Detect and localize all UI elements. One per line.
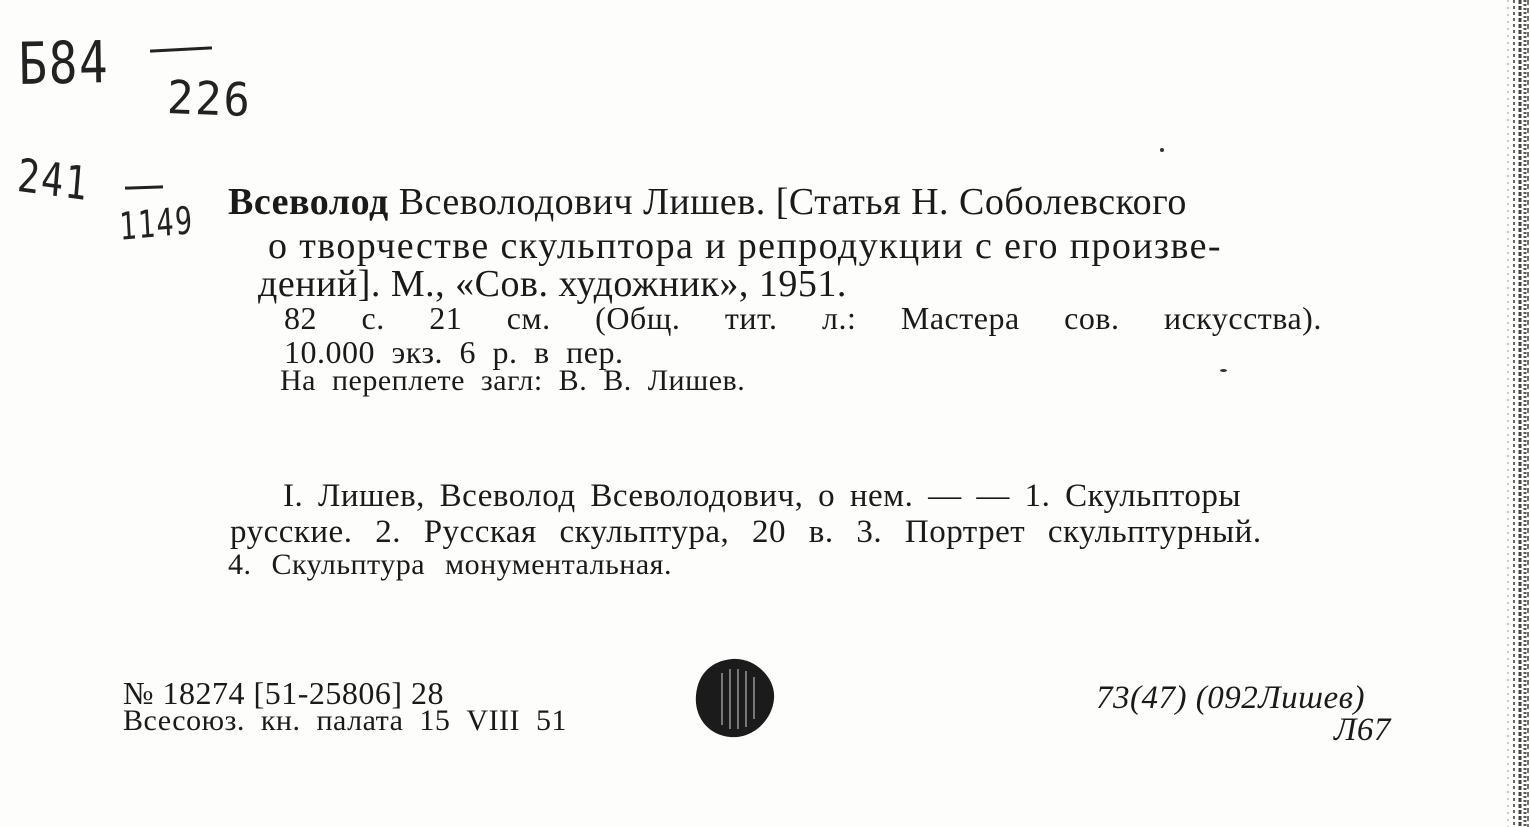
collation-line-1: 82 с. 21 см. (Общ. тит. л.: Мастера сов. искусства).	[284, 300, 1322, 336]
author-heading: Всеволод	[228, 181, 389, 223]
book-chamber-date: Всесоюз. кн. палата 15 VIII 51	[123, 704, 568, 737]
inventory-rule	[125, 185, 163, 189]
collation-line-2: 10.000 экз. 6 р. в пер.	[284, 334, 624, 370]
inventory-number-top: 241	[15, 148, 91, 212]
record-number: № 18274 [51-25806] 28	[123, 675, 444, 711]
subject-line-2: русские. 2. Русская скульптура, 20 в. 3. Портрет скульптурный.	[230, 514, 1262, 550]
ink-stamp-icon	[692, 655, 778, 741]
scan-speck	[1160, 148, 1164, 152]
title-line-1	[228, 180, 1187, 224]
title-line-3: дений]. М., «Сов. художник», 1951.	[258, 263, 847, 305]
inventory-number-bottom: 1149	[118, 198, 195, 249]
call-number-top: Б84	[18, 28, 110, 98]
subject-line-1: I. Лишев, Всеволод Всеволодович, о нем. — — 1. Скульпторы	[283, 478, 1242, 514]
title-line-1-rest: Всеволодович Лишев. [Статья Н. Соболевского	[388, 181, 1187, 223]
classification-index: 73(47) (092Лишев)	[1096, 680, 1365, 716]
subject-line-3: 4. Скульптура монументальная.	[228, 548, 672, 581]
scan-speck	[1220, 369, 1227, 372]
title-line-2: о творчестве скульптора и репродукции с его произве-	[268, 225, 1222, 267]
author-mark: Л67	[1334, 712, 1391, 748]
collation-line-3: На переплете загл: В. В. Лишев.	[280, 364, 746, 397]
call-number-rule	[150, 46, 212, 52]
call-number-bottom: 226	[166, 70, 253, 128]
scanned-edge-texture	[1462, 0, 1530, 827]
